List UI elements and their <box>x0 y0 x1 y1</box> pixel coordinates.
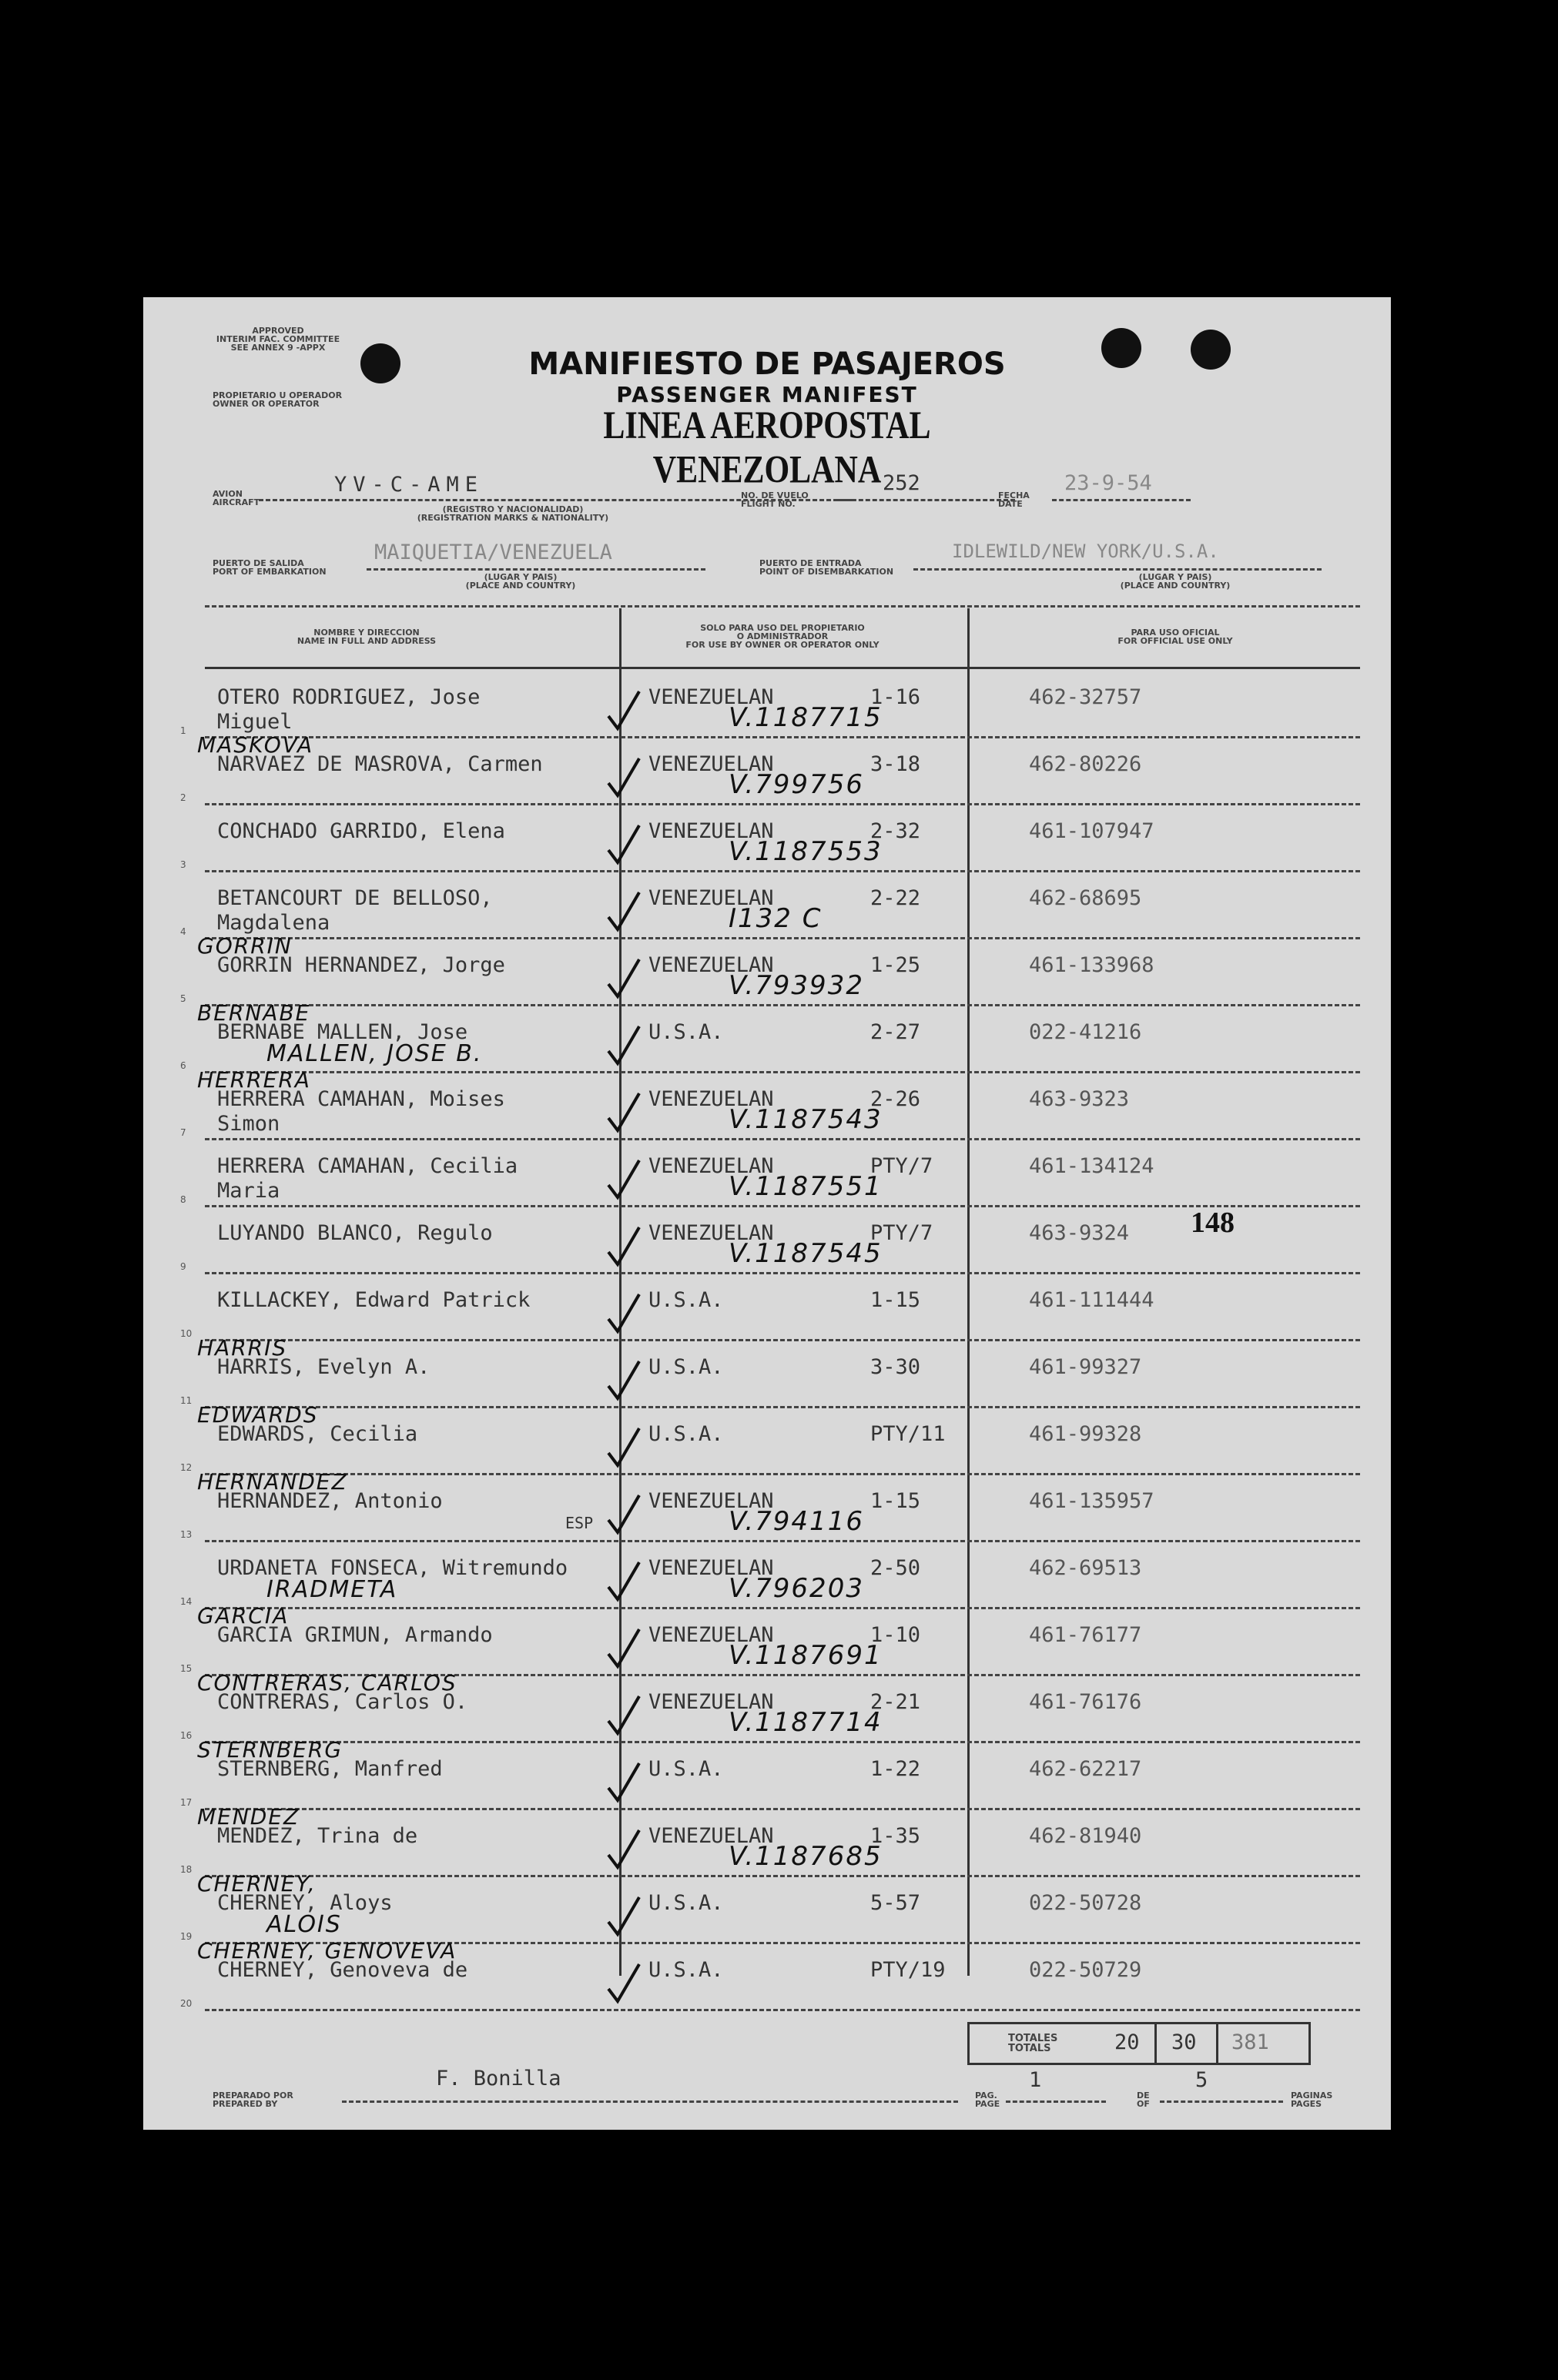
passenger-name: NARVAEZ DE MASROVA, Carmen <box>217 752 543 776</box>
nationality: VENEZUELAN <box>648 953 774 977</box>
row-number: 8 <box>180 1194 186 1205</box>
check-mark-icon <box>605 1425 641 1470</box>
passenger-name: EDWARDS, Cecilia <box>217 1422 418 1446</box>
handwritten-reference: V.1187551 <box>729 1171 883 1202</box>
date-label-es: FECHA <box>998 490 1030 500</box>
table-row <box>143 1402 1391 1475</box>
row-number: 14 <box>180 1596 193 1607</box>
handwritten-name: MENDEZ <box>197 1804 300 1829</box>
col-header-owner-es-1: SOLO PARA USO DEL PROPIETARIO <box>700 623 865 633</box>
table-row <box>143 1603 1391 1675</box>
handwritten-name-2: ALOIS <box>266 1911 342 1938</box>
table-row <box>143 671 1391 738</box>
row-number: 1 <box>180 725 186 736</box>
official-number: 462-81940 <box>1029 1824 1142 1848</box>
embark-value: MAIQUETIA/VENEZUELA <box>374 541 612 564</box>
date-label-en: DATE <box>998 499 1023 509</box>
check-mark-icon <box>605 1358 641 1403</box>
col-header-official <box>1067 628 1283 645</box>
table-row <box>143 805 1391 872</box>
page-value: 1 <box>1029 2068 1042 2092</box>
flight-no-label-es: NO. DE VUELO <box>741 490 809 500</box>
col-header-owner-es-2: O ADMINISTRADOR <box>736 631 829 641</box>
passenger-name: HARRIS, Evelyn A. <box>217 1355 431 1379</box>
handwritten-reference: V.1187714 <box>729 1707 883 1738</box>
page-label-es: PAG. <box>975 2090 997 2100</box>
table-row <box>143 1871 1391 1943</box>
embark-place-label-es: (LUGAR Y PAIS) <box>484 572 558 582</box>
handwritten-name: CHERNEY, GENOVEVA <box>197 1938 457 1963</box>
official-number: 462-80226 <box>1029 752 1142 776</box>
handwritten-reference: I132 C <box>729 903 823 934</box>
official-number: 462-32757 <box>1029 685 1142 709</box>
nationality: VENEZUELAN <box>648 1489 774 1513</box>
handwritten-name: CONTRERAS, CARLOS <box>197 1670 457 1695</box>
official-number: 022-41216 <box>1029 1020 1142 1044</box>
handwritten-reference: V.799756 <box>729 769 864 800</box>
passenger-name: HERRERA CAMAHAN, Moises <box>217 1087 505 1111</box>
table-row <box>143 1670 1391 1742</box>
official-number: 461-134124 <box>1029 1154 1154 1178</box>
embark-label <box>213 559 327 576</box>
handwritten-reference: V.1187691 <box>729 1640 883 1671</box>
official-number: 461-99328 <box>1029 1422 1142 1446</box>
passenger-name: URDANETA FONSECA, Witremundo <box>217 1556 568 1580</box>
table-row <box>143 1737 1391 1809</box>
col-header-official-en: FOR OFFICIAL USE ONLY <box>1117 636 1233 646</box>
totals-passengers: 20 <box>1114 2030 1140 2054</box>
row-number: 15 <box>180 1663 193 1674</box>
flight-no-label <box>741 491 809 508</box>
nationality: U.S.A. <box>648 1020 724 1044</box>
table-row <box>143 1000 1391 1073</box>
check-mark-icon <box>605 1961 641 2006</box>
punch-hole-right-2 <box>1191 330 1231 370</box>
passenger-name: GORRIN HERNANDEZ, Jorge <box>217 953 505 977</box>
passenger-name: STERNBERG, Manfred <box>217 1757 443 1781</box>
seat-code: 1-22 <box>870 1757 921 1781</box>
official-number: 462-68695 <box>1029 886 1142 910</box>
totals-label <box>1008 2034 1057 2054</box>
passenger-note: ESP <box>565 1514 594 1532</box>
embark-label-es: PUERTO DE SALIDA <box>213 558 304 568</box>
flight-no-label-en: FLIGHT NO. <box>741 499 796 509</box>
passenger-name: LUYANDO BLANCO, Regulo <box>217 1221 493 1245</box>
row-number: 18 <box>180 1864 193 1875</box>
seat-code: PTY/19 <box>870 1958 946 1982</box>
handwritten-reference: V.793932 <box>729 970 864 1001</box>
nationality: U.S.A. <box>648 1757 724 1781</box>
official-number: 461-111444 <box>1029 1288 1154 1312</box>
nationality: VENEZUELAN <box>648 1154 774 1178</box>
of-label-en: OF <box>1137 2099 1150 2109</box>
punch-hole-right-1 <box>1101 328 1141 368</box>
handwritten-name-2: IRADMETA <box>266 1576 398 1603</box>
disembark-place-label <box>1052 573 1298 590</box>
table-row <box>143 1938 1391 2010</box>
row-number: 20 <box>180 1998 193 2009</box>
handwritten-name: MASKOVA <box>197 732 314 758</box>
seat-code: 2-21 <box>870 1690 921 1714</box>
seat-code: 3-18 <box>870 752 921 776</box>
check-mark-icon <box>605 1693 641 1738</box>
official-number: 461-107947 <box>1029 819 1154 843</box>
row-number: 5 <box>180 993 186 1004</box>
nationality: U.S.A. <box>648 1891 724 1915</box>
col-header-owner <box>628 624 936 649</box>
row-number: 10 <box>180 1328 193 1339</box>
date-label <box>998 491 1030 508</box>
seat-code: 3-30 <box>870 1355 921 1379</box>
row-number: 7 <box>180 1127 186 1138</box>
prepared-by-label-es: PREPARADO POR <box>213 2090 293 2100</box>
official-number: 462-69513 <box>1029 1556 1142 1580</box>
check-mark-icon <box>605 1827 641 1872</box>
official-number: 461-76176 <box>1029 1690 1142 1714</box>
official-number: 022-50728 <box>1029 1891 1142 1915</box>
registration-label-en: (REGISTRATION MARKS & NATIONALITY) <box>417 513 609 523</box>
check-mark-icon <box>605 1023 641 1068</box>
table-row <box>143 1335 1391 1408</box>
date-value: 23-9-54 <box>1064 471 1152 495</box>
approved-line-1: APPROVED <box>252 326 304 336</box>
embark-label-en: PORT OF EMBARKATION <box>213 567 327 577</box>
nationality: VENEZUELAN <box>648 685 774 709</box>
row-number: 3 <box>180 859 186 870</box>
col-header-official-es: PARA USO OFICIAL <box>1131 628 1220 638</box>
totals-label-en: TOTALS <box>1008 2043 1051 2054</box>
handwritten-reference: V.1187715 <box>729 702 883 733</box>
seat-code: 2-32 <box>870 819 921 843</box>
totals-second: 30 <box>1171 2030 1197 2054</box>
of-label <box>1137 2091 1150 2108</box>
row-number: 13 <box>180 1529 193 1540</box>
passenger-name-cont: Miguel <box>217 710 293 734</box>
seat-code: 1-15 <box>870 1288 921 1312</box>
embark-place-label-en: (PLACE AND COUNTRY) <box>465 581 576 591</box>
flight-no-value: 252 <box>883 471 920 495</box>
seat-code: PTY/7 <box>870 1154 933 1178</box>
passenger-name: OTERO RODRIGUEZ, Jose <box>217 685 481 709</box>
disembark-place-label-es: (LUGAR Y PAIS) <box>1138 572 1212 582</box>
handwritten-name: GORRIN <box>197 933 293 959</box>
official-number: 461-99327 <box>1029 1355 1142 1379</box>
table-row <box>143 1067 1391 1140</box>
row-number: 4 <box>180 926 186 937</box>
embark-place-label <box>397 573 644 590</box>
owner-label-es: PROPIETARIO U OPERADOR <box>213 390 343 400</box>
seat-code: PTY/7 <box>870 1221 933 1245</box>
official-number: 461-135957 <box>1029 1489 1154 1513</box>
title-en: PASSENGER MANIFEST <box>616 382 918 407</box>
registration-label-es: (REGISTRO Y NACIONALIDAD) <box>442 504 584 514</box>
aircraft-label-en: AIRCRAFT <box>213 497 260 507</box>
handwritten-name: HERNANDEZ <box>197 1469 348 1495</box>
passenger-name: HERRERA CAMAHAN, Cecilia <box>217 1154 518 1178</box>
prepared-by-label-en: PREPARED BY <box>213 2099 278 2109</box>
totals-third: 381 <box>1231 2030 1269 2054</box>
passenger-name: GARCIA GRIMUN, Armando <box>217 1623 493 1647</box>
handwritten-name: HARRIS <box>197 1335 288 1361</box>
seat-code: 1-25 <box>870 953 921 977</box>
row-number: 2 <box>180 792 186 803</box>
check-mark-icon <box>605 688 641 733</box>
official-number: 462-62217 <box>1029 1757 1142 1781</box>
table-row <box>143 1542 1391 1608</box>
nationality: U.S.A. <box>648 1355 724 1379</box>
col-header-name-es: NOMBRE Y DIRECCION <box>313 628 420 638</box>
punch-hole-left <box>360 343 400 383</box>
handwritten-name: STERNBERG <box>197 1737 343 1762</box>
nationality: VENEZUELAN <box>648 1087 774 1111</box>
nationality: VENEZUELAN <box>648 1221 774 1245</box>
official-number: 463-9324 <box>1029 1221 1130 1245</box>
handwritten-reference: V.1187543 <box>729 1104 883 1135</box>
handwritten-name-2: MALLEN, JOSE B. <box>266 1040 483 1067</box>
check-mark-icon <box>605 1157 641 1202</box>
handwritten-name: GARCIA <box>197 1603 290 1629</box>
passenger-name-cont: Maria <box>217 1179 280 1203</box>
disembark-value: IDLEWILD/NEW YORK/U.S.A. <box>952 541 1219 562</box>
official-number: 461-76177 <box>1029 1623 1142 1647</box>
disembark-label-en: POINT OF DISEMBARKATION <box>759 567 894 577</box>
passenger-name: HERNANDEZ, Antonio <box>217 1489 443 1513</box>
seat-code: 5-57 <box>870 1891 921 1915</box>
of-value: 5 <box>1195 2068 1208 2092</box>
seat-code: 1-15 <box>870 1489 921 1513</box>
stamp-number: 148 <box>1191 1207 1235 1239</box>
approved-stamp <box>213 326 343 352</box>
official-number: 461-133968 <box>1029 953 1154 977</box>
table-row <box>143 1140 1391 1207</box>
official-number: 463-9323 <box>1029 1087 1130 1111</box>
passenger-name: MENDEZ, Trina de <box>217 1824 418 1848</box>
handwritten-name: HERRERA <box>197 1067 311 1093</box>
check-mark-icon <box>605 1090 641 1135</box>
check-mark-icon <box>605 1224 641 1269</box>
row-number: 17 <box>180 1797 193 1808</box>
disembark-label <box>759 559 893 576</box>
passenger-name: BERNABE MALLEN, Jose <box>217 1020 468 1044</box>
check-mark-icon <box>605 1760 641 1805</box>
col-header-name-en: NAME IN FULL AND ADDRESS <box>297 636 437 646</box>
passenger-name: CONTRERAS, Carlos O. <box>217 1690 468 1714</box>
prepared-by-value: F. Bonilla <box>436 2067 561 2090</box>
totals-label-es: TOTALES <box>1008 2033 1058 2044</box>
nationality: VENEZUELAN <box>648 1556 774 1580</box>
check-mark-icon <box>605 1492 641 1537</box>
nationality: VENEZUELAN <box>648 886 774 910</box>
nationality: U.S.A. <box>648 1958 724 1982</box>
table-row <box>143 1274 1391 1341</box>
passenger-name: BETANCOURT DE BELLOSO, <box>217 886 493 910</box>
handwritten-reference: V.1187545 <box>729 1238 883 1269</box>
col-header-name <box>228 628 505 645</box>
pages-label <box>1291 2091 1332 2108</box>
nationality: VENEZUELAN <box>648 819 774 843</box>
page-label <box>975 2091 1000 2108</box>
table-row <box>143 1804 1391 1876</box>
registration-label <box>367 505 659 522</box>
table-row <box>143 732 1391 805</box>
disembark-place-label-en: (PLACE AND COUNTRY) <box>1120 581 1231 591</box>
row-number: 12 <box>180 1462 193 1473</box>
passenger-name: CHERNEY, Aloys <box>217 1891 393 1915</box>
seat-code: 1-35 <box>870 1824 921 1848</box>
totals-box <box>967 2022 1311 2065</box>
seat-code: 2-26 <box>870 1087 921 1111</box>
nationality: VENEZUELAN <box>648 1824 774 1848</box>
page-label-en: PAGE <box>975 2099 1000 2109</box>
handwritten-name: EDWARDS <box>197 1402 319 1428</box>
seat-code: 2-22 <box>870 886 921 910</box>
official-number: 022-50729 <box>1029 1958 1142 1982</box>
row-number: 16 <box>180 1730 193 1741</box>
handwritten-reference: V.794116 <box>729 1506 864 1537</box>
table-row <box>143 872 1391 939</box>
check-mark-icon <box>605 755 641 800</box>
title-es: MANIFIESTO DE PASAJEROS <box>528 346 1006 382</box>
row-number: 9 <box>180 1261 186 1272</box>
aircraft-label <box>213 490 260 507</box>
check-mark-icon <box>605 1626 641 1671</box>
row-number: 6 <box>180 1060 186 1071</box>
check-mark-icon <box>605 1894 641 1939</box>
check-mark-icon <box>605 822 641 867</box>
pages-label-en: PAGES <box>1291 2099 1322 2109</box>
seat-code: 2-50 <box>870 1556 921 1580</box>
airline-name: LINEA AEROPOSTAL VENEZOLANA <box>603 404 931 492</box>
of-label-es: DE <box>1137 2090 1150 2100</box>
pages-label-es: PAGINAS <box>1291 2090 1333 2100</box>
nationality: VENEZUELAN <box>648 752 774 776</box>
row-number: 11 <box>180 1395 193 1406</box>
owner-label <box>213 391 342 408</box>
check-mark-icon <box>605 1559 641 1604</box>
passenger-name-cont: Simon <box>217 1112 280 1136</box>
nationality: U.S.A. <box>648 1422 724 1446</box>
handwritten-name: BERNABE <box>197 1000 311 1026</box>
aircraft-value: YV-C-AME <box>334 473 484 497</box>
check-mark-icon <box>605 1291 641 1336</box>
nationality: VENEZUELAN <box>648 1690 774 1714</box>
seat-code: 2-27 <box>870 1020 921 1044</box>
handwritten-reference: V.1187553 <box>729 836 883 867</box>
approved-line-3: SEE ANNEX 9 -APPX <box>230 343 326 353</box>
handwritten-name: CHERNEY, <box>197 1871 317 1896</box>
prepared-by-label <box>213 2091 293 2108</box>
row-number: 19 <box>180 1931 193 1942</box>
table-row <box>143 933 1391 1006</box>
passenger-name-cont: Magdalena <box>217 911 330 935</box>
seat-code: 1-10 <box>870 1623 921 1647</box>
col-header-owner-en: FOR USE BY OWNER OR OPERATOR ONLY <box>685 640 880 650</box>
owner-label-en: OWNER OR OPERATOR <box>213 399 320 409</box>
passenger-name: CONCHADO GARRIDO, Elena <box>217 819 505 843</box>
nationality: VENEZUELAN <box>648 1623 774 1647</box>
table-row <box>143 1469 1391 1541</box>
check-mark-icon <box>605 889 641 934</box>
seat-code: PTY/11 <box>870 1422 946 1446</box>
check-mark-icon <box>605 956 641 1001</box>
aircraft-label-es: AVION <box>213 489 243 499</box>
passenger-name: CHERNEY, Genoveva de <box>217 1958 468 1982</box>
passenger-name: KILLACKEY, Edward Patrick <box>217 1288 531 1312</box>
handwritten-reference: V.1187685 <box>729 1841 883 1872</box>
nationality: U.S.A. <box>648 1288 724 1312</box>
handwritten-reference: V.796203 <box>729 1573 864 1604</box>
disembark-label-es: PUERTO DE ENTRADA <box>759 558 862 568</box>
seat-code: 1-16 <box>870 685 921 709</box>
manifest-sheet <box>143 297 1391 2130</box>
approved-line-2: INTERIM FAC. COMMITTEE <box>216 334 340 344</box>
